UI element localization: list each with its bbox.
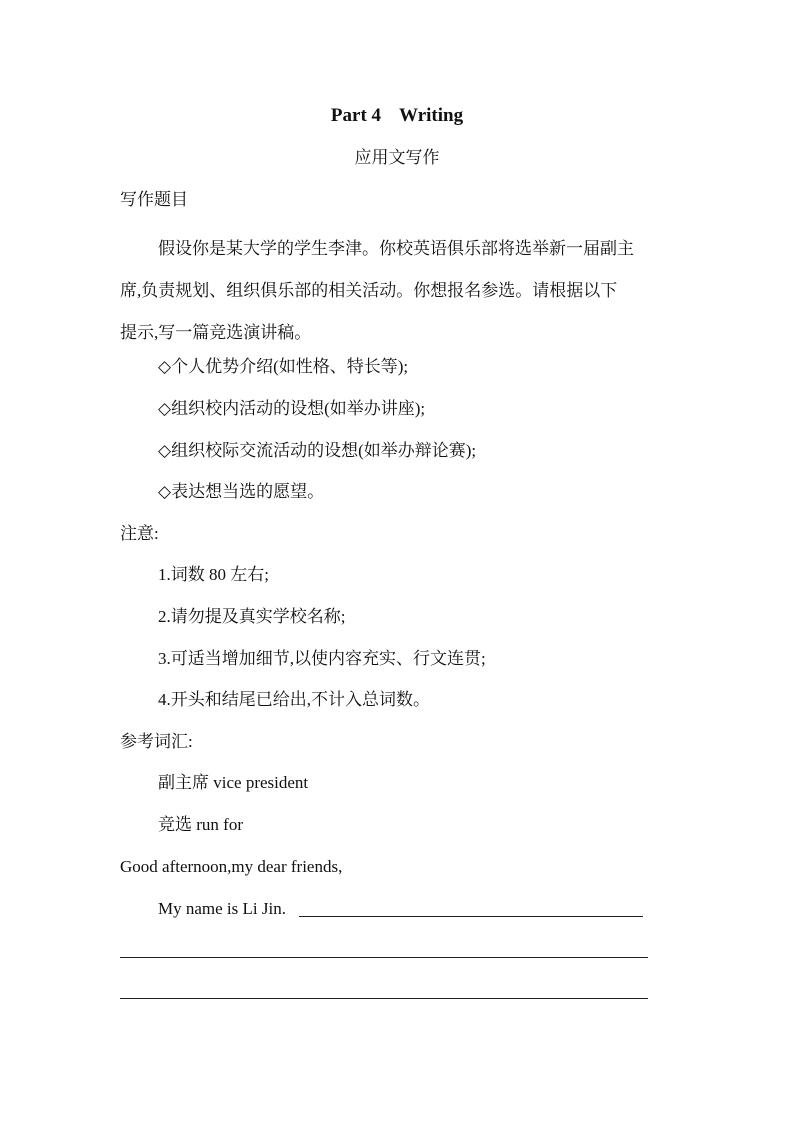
greeting-line: Good afternoon,my dear friends,: [120, 857, 343, 876]
prompt-line: 假设你是某大学的学生李津。你校英语俱乐部将选举新一届副主: [158, 239, 634, 258]
point-item: ◇个人优势介绍(如性格、特长等);: [158, 357, 409, 376]
note-item: 3.可适当增加细节,以使内容充实、行文连贯;: [158, 649, 486, 668]
vocab-heading: 参考词汇:: [120, 732, 193, 751]
part-name: Writing: [399, 105, 464, 126]
prompt-paragraph: [120, 228, 680, 354]
prompt-line: 席,负责规划、组织俱乐部的相关活动。你想报名参选。请根据以下: [120, 281, 618, 300]
point-item: ◇组织校内活动的设想(如举办讲座);: [158, 399, 426, 418]
note-item: 1.词数 80 左右;: [158, 565, 269, 584]
answer-blank-line[interactable]: [299, 916, 643, 917]
vocab-item: 副主席 vice president: [158, 773, 309, 792]
answer-blank-line[interactable]: [120, 998, 648, 999]
notes-heading: 注意:: [120, 524, 159, 543]
point-item: ◇表达想当选的愿望。: [158, 482, 325, 501]
note-item: 4.开头和结尾已给出,不计入总词数。: [158, 690, 430, 709]
page-subtitle: 应用文写作: [354, 148, 440, 167]
answer-blank-line[interactable]: [120, 957, 648, 958]
page-title: [0, 105, 794, 127]
vocab-item: 竞选 run for: [158, 815, 243, 834]
part-label: Part 4: [330, 105, 382, 126]
opening-line: My name is Li Jin.: [158, 899, 286, 918]
section-heading: 写作题目: [120, 190, 188, 209]
note-item: 2.请勿提及真实学校名称;: [158, 607, 346, 626]
prompt-line: 提示,写一篇竞选演讲稿。: [120, 323, 312, 342]
point-item: ◇组织校际交流活动的设想(如举办辩论赛);: [158, 441, 477, 460]
